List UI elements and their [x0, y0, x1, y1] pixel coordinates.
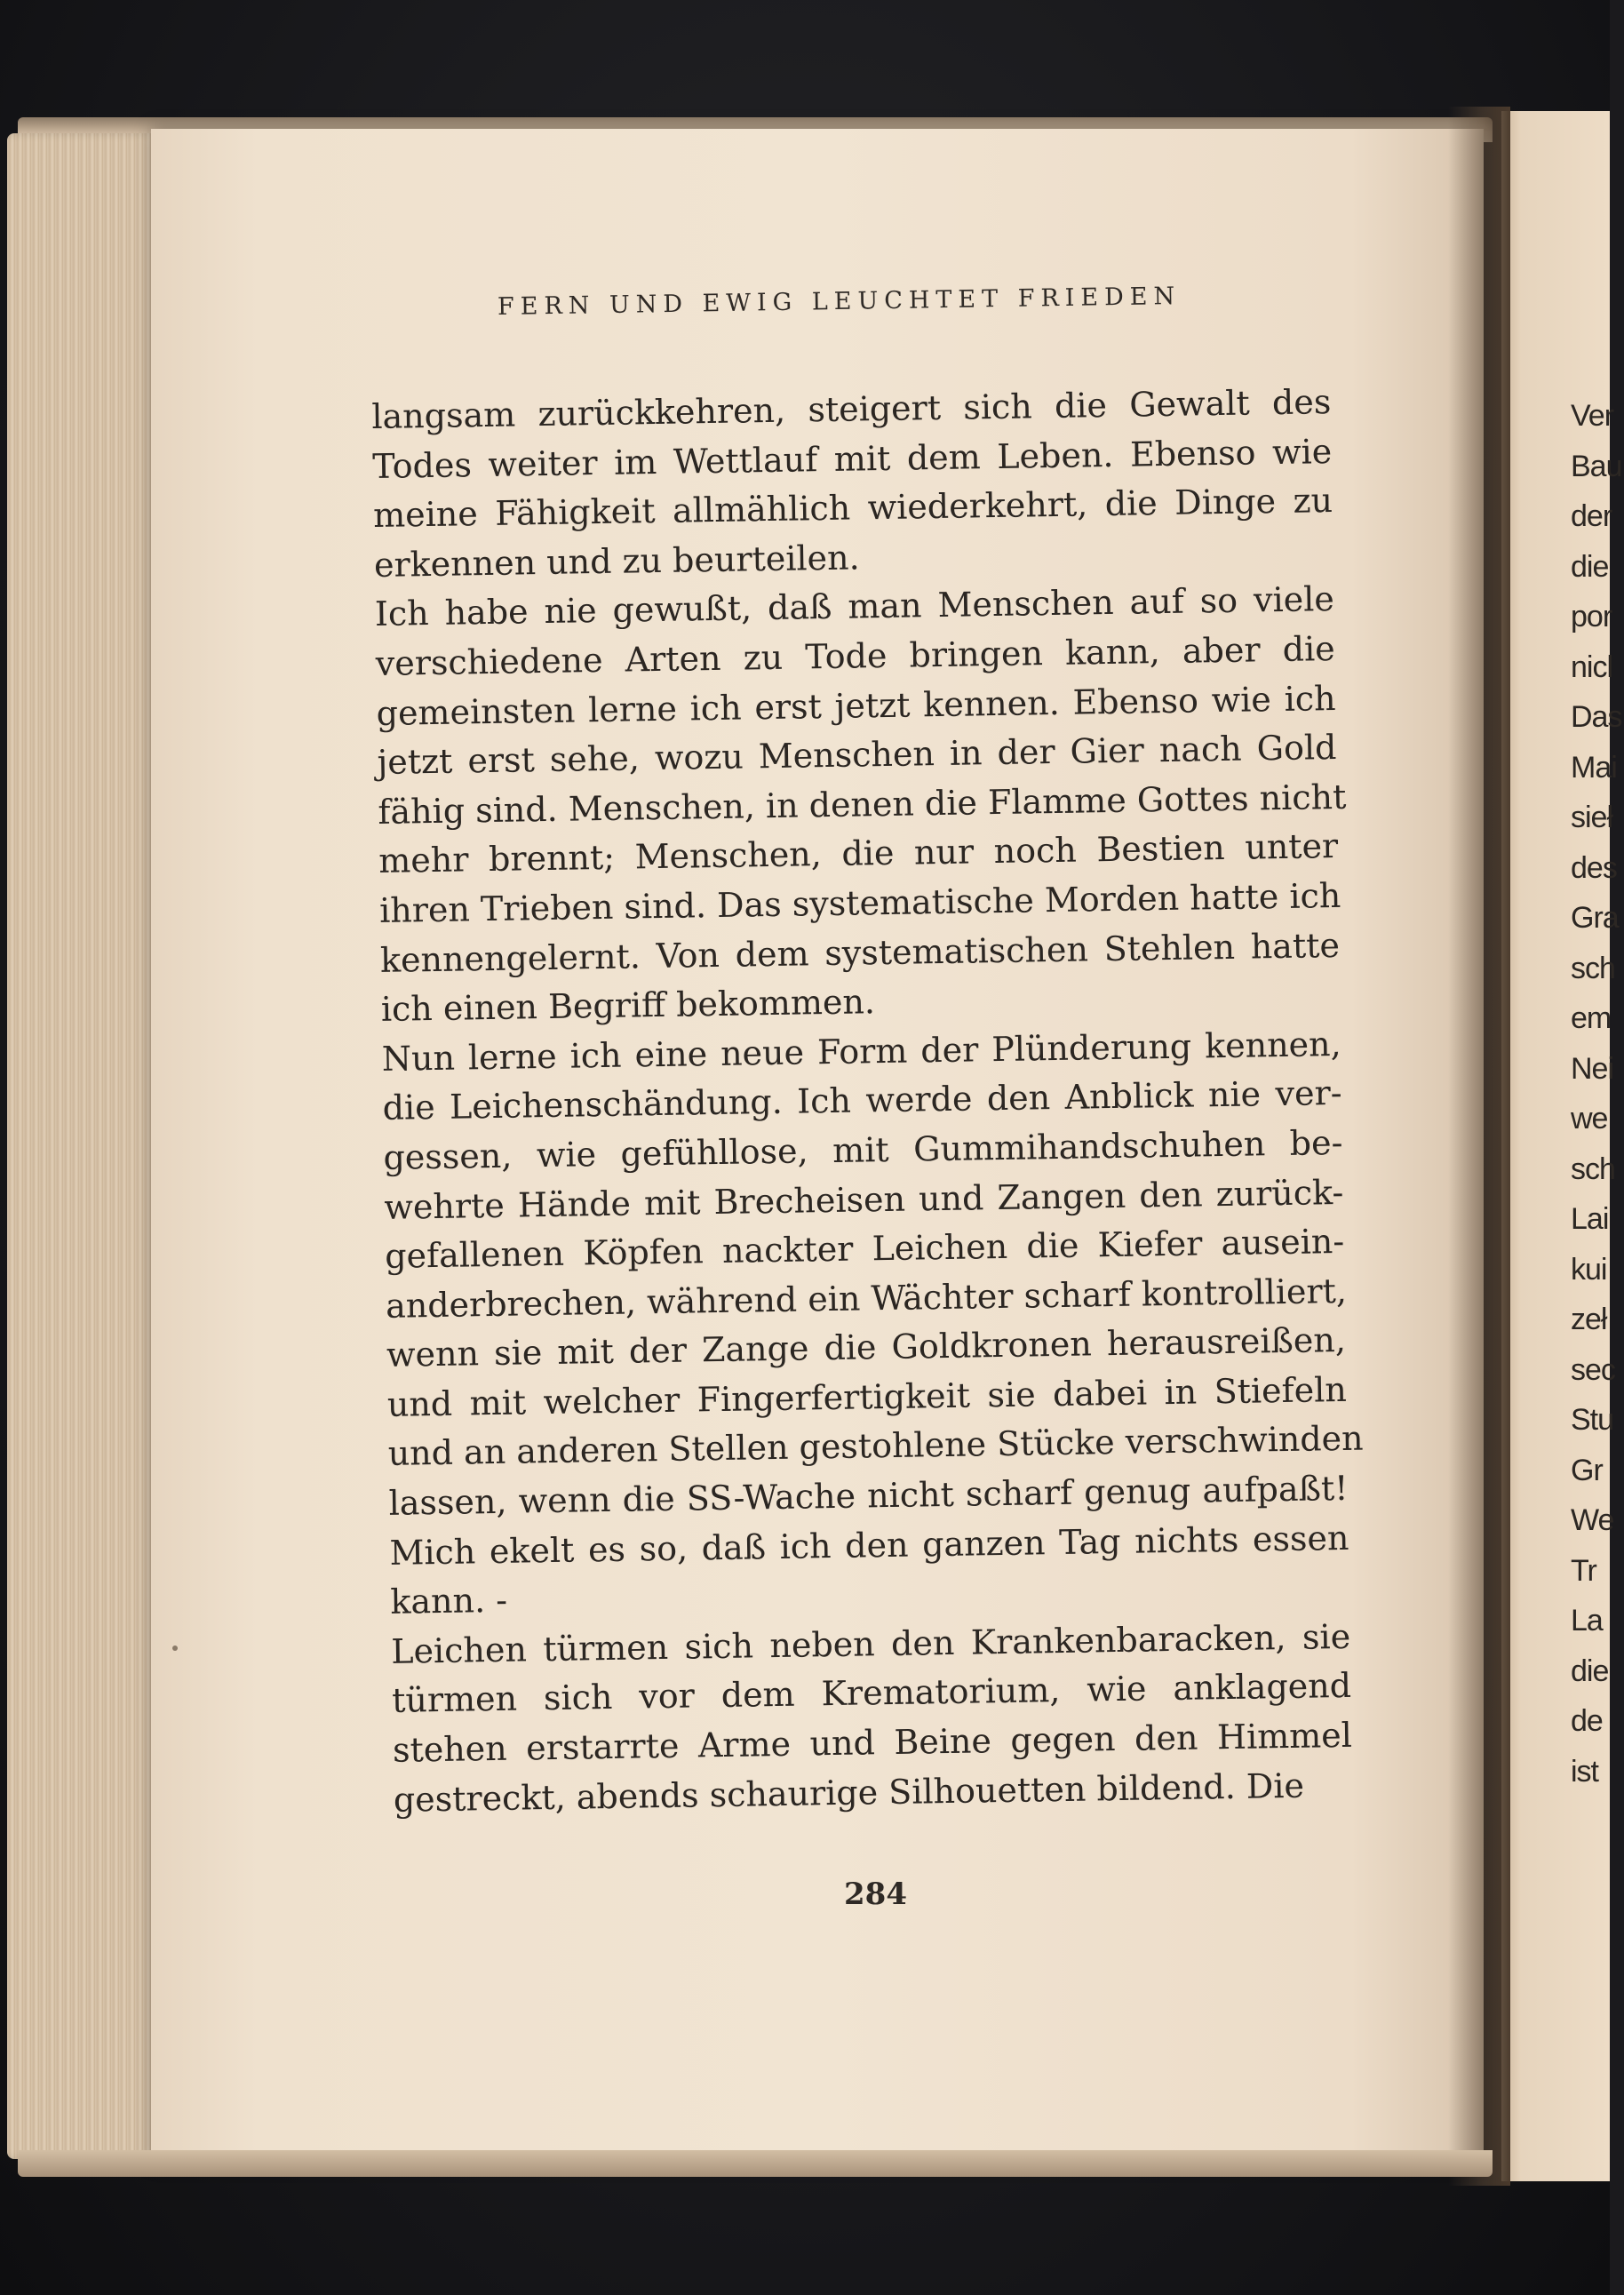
text-line: verschiedene Arten zu Tode bringen kann, aber die [375, 628, 1336, 683]
right-page-fragment: sch [1571, 951, 1615, 985]
right-page-fragment: die [1571, 1654, 1609, 1688]
right-page-fragment: der [1571, 499, 1612, 533]
text-line: stehen erstarrte Arme und Beine gegen den Himmel [392, 1715, 1353, 1770]
right-page-fragment: de [1571, 1704, 1603, 1738]
text-line: anderbrechen, während ein Wächter scharf kontrolliert, [385, 1271, 1348, 1326]
right-page-fragment: die [1571, 549, 1609, 584]
right-page-fragment: por [1571, 600, 1612, 634]
right-page-fragment: em [1571, 1001, 1612, 1035]
text-line: wehrte Hände mit Brecheisen und Zangen den zurück- [384, 1172, 1344, 1227]
right-page-fragment: Ver [1571, 399, 1614, 433]
right-page-fragment: des [1571, 850, 1617, 885]
book-gutter [1448, 107, 1510, 2186]
right-page-fragment: We [1571, 1503, 1614, 1537]
body-text [371, 378, 1371, 1825]
text-line: erkennen und zu beurteilen. [373, 538, 860, 585]
text-line: ihren Trieben sind. Das systematische Morden hatte ich [378, 875, 1341, 930]
page-stack-left-edge [7, 133, 163, 2159]
page-mark [172, 1646, 178, 1651]
text-line: kann. - [390, 1581, 508, 1622]
text-line: langsam zurückkehren, steigert sich die Gewalt des [371, 382, 1332, 436]
right-page-fragment: Gra [1571, 901, 1619, 935]
running-header: FERN UND EWIG LEUCHTET FRIEDEN [497, 282, 1182, 321]
right-page-fragment: Bau [1571, 449, 1622, 483]
right-page-fragment: La [1571, 1604, 1603, 1638]
text-line: jetzt erst sehe, wozu Menschen in der Gier nach Gold [377, 728, 1337, 783]
right-page-fragment: ist [1571, 1754, 1598, 1789]
text-line: kennengelernt. Von dem systematischen Stehlen hatte [379, 925, 1341, 980]
right-page-text [1571, 391, 1624, 1797]
text-line: gefallenen Köpfen nackter Leichen die Kiefer ausein- [384, 1222, 1345, 1276]
right-page-fragment: nicl [1571, 649, 1613, 684]
text-line: türmen sich vor dem Krematorium, wie anklagend [391, 1666, 1352, 1721]
text-line: meine Fähigkeit allmählich wiederkehrt, die Dinge zu [372, 481, 1333, 536]
right-page-fragment: sec [1571, 1352, 1615, 1387]
text-line: gestreckt, abends schaurige Silhouetten bildend. Die [393, 1765, 1305, 1820]
text-line: gemeinsten lerne ich erst jetzt kennen. Ebenso wie ich [376, 678, 1336, 733]
right-page-fragment: Tr [1571, 1553, 1596, 1588]
text-line: und an anderen Stellen gestohlene Stücke verschwinden [387, 1419, 1364, 1474]
right-page-fragment: Mai [1571, 750, 1617, 785]
right-page-fragment: Lai [1571, 1202, 1609, 1236]
text-line: Mich ekelt es so, daß ich den ganzen Tag nichts essen [389, 1518, 1349, 1573]
page-stack-bottom-edge [18, 2150, 1493, 2177]
text-line: lassen, wenn die SS-Wache nicht scharf genug aufpaßt! [388, 1468, 1349, 1523]
right-page-fragment: sieł [1571, 801, 1613, 834]
right-page-fragment: Das [1571, 700, 1622, 734]
right-page-fragment: Nei [1571, 1051, 1614, 1086]
text-line: mehr brennt; Menschen, die nur noch Bestien unter [378, 826, 1339, 881]
text-line: fähig sind. Menschen, in denen die Flamme Gottes nicht [378, 777, 1347, 832]
text-line: wenn sie mit der Zange die Goldkronen herausreißen, [386, 1320, 1347, 1375]
text-line: ich einen Begriff bekommen. [380, 982, 876, 1030]
text-line: die Leichenschändung. Ich werde den Anblick nie ver- [382, 1073, 1342, 1128]
right-page-fragment: zeł [1571, 1303, 1607, 1336]
text-line: Leichen türmen sich neben den Krankenbaracken, sie [390, 1616, 1351, 1671]
right-page-fragment: sch [1571, 1151, 1615, 1186]
text-line: gessen, wie gefühllose, mit Gummihandschuhen be- [383, 1122, 1343, 1177]
text-line: Todes weiter im Wettlauf mit dem Leben. Ebenso wie [371, 431, 1333, 486]
right-page-fragment: we [1571, 1102, 1608, 1136]
right-page-fragment: Gr [1571, 1453, 1603, 1487]
text-line: und mit welcher Fingerfertigkeit sie dabei in Stiefeln [386, 1369, 1348, 1424]
text-line: Nun lerne ich eine neue Form der Plünderung kennen, [381, 1024, 1341, 1079]
right-page-fragment: Stu [1571, 1403, 1614, 1437]
right-page-fragment: kui [1571, 1252, 1607, 1287]
page-number: 284 [844, 1877, 907, 1912]
text-line: Ich habe nie gewußt, daß man Menschen auf so viele [374, 579, 1335, 634]
